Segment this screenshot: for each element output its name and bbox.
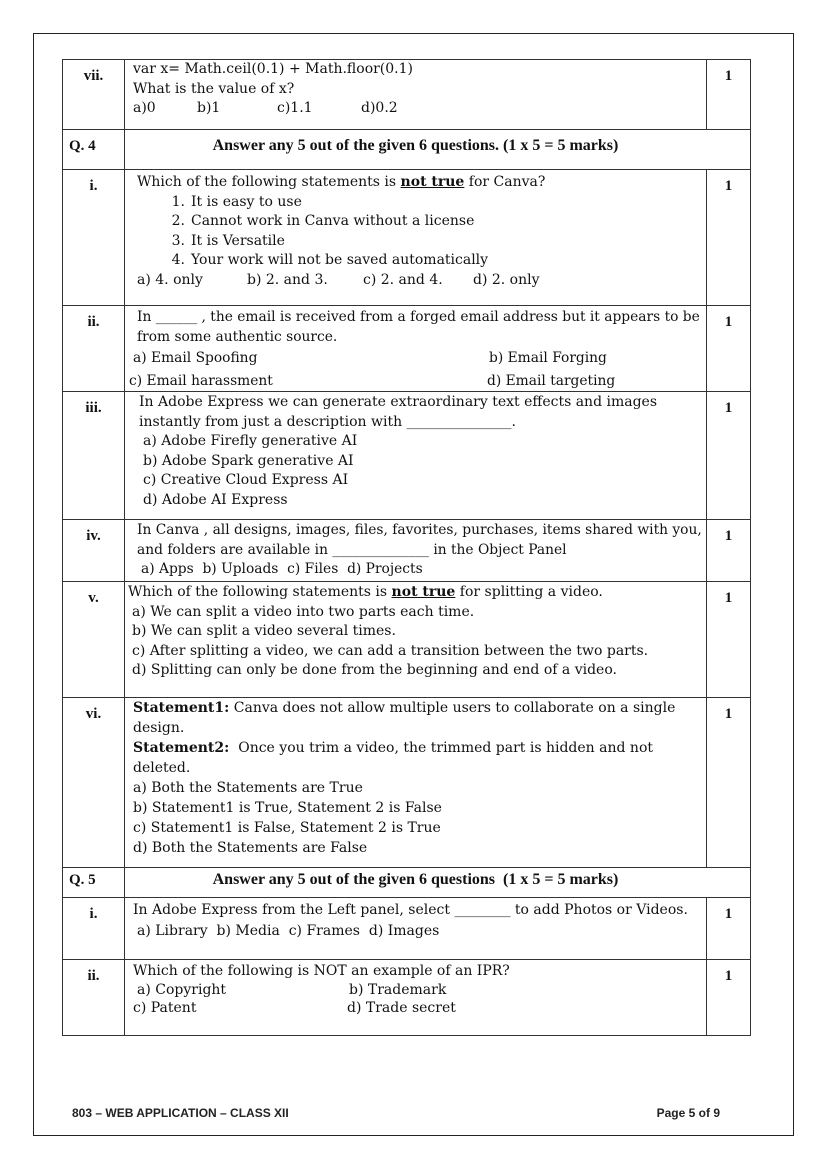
table-row: [63, 520, 751, 582]
statement-list: [137, 193, 703, 271]
option: a) We can split a video into two parts each time.: [132, 603, 475, 620]
option: b) Email Forging: [489, 350, 607, 366]
table-row: [63, 392, 751, 520]
list-item: 3. It is Versatile: [171, 232, 285, 249]
question-number: ii.: [63, 306, 125, 392]
statement-2-cont: deleted.: [133, 760, 191, 776]
options: [133, 999, 703, 1018]
table-row: [63, 582, 751, 698]
question-body: [125, 582, 707, 698]
option: a) Email Spoofing: [133, 350, 258, 366]
marks: 1: [707, 898, 751, 960]
table-row: [63, 60, 751, 130]
question-text: Which of the following is NOT an example of an IPR?: [133, 963, 510, 979]
question-table: [62, 59, 751, 1036]
question-text: In Adobe Express we can generate extraordinary text effects and images: [139, 394, 658, 410]
question-number: i.: [63, 898, 125, 960]
option: b)1: [197, 100, 221, 116]
table-row: [63, 960, 751, 1036]
option: c) Email harassment: [129, 372, 273, 389]
question-body: [125, 960, 707, 1036]
question-body: [125, 520, 707, 582]
options: [137, 271, 703, 291]
section-number: Q. 4: [63, 130, 125, 170]
question-number: iii.: [63, 392, 125, 520]
table-row: [63, 306, 751, 392]
question-text: In Canva , all designs, images, files, favorites, purchases, items shared with you,: [137, 522, 702, 538]
marks: 1: [707, 60, 751, 130]
question-number: iv.: [63, 520, 125, 582]
question-text: from some authentic source.: [137, 328, 338, 345]
option: b) We can split a video several times.: [132, 623, 396, 639]
statement-1: Statement1: Canva does not allow multiple users to collaborate on a single: [133, 700, 676, 716]
option: b) Trademark: [349, 981, 447, 998]
question-body: [125, 170, 707, 306]
question-body: [125, 898, 707, 960]
statement-2: Statement2: Once you trim a video, the trimmed part is hidden and not: [133, 740, 653, 756]
option: c) Statement1 is False, Statement 2 is True: [133, 820, 441, 836]
question-number: i.: [63, 170, 125, 306]
option: b) Adobe Spark generative AI: [143, 452, 354, 469]
question-text: Which of the following statements is not true for Canva?: [137, 174, 546, 190]
question-number: vii.: [63, 60, 125, 130]
option: a) Copyright: [137, 981, 227, 998]
option: d) Adobe AI Express: [143, 491, 288, 508]
option: d) Both the Statements are False: [133, 840, 368, 856]
option: c)1.1: [277, 100, 313, 116]
question-number: vi.: [63, 698, 125, 868]
list-item: 2. Cannot work in Canva without a license: [171, 213, 475, 229]
option: d) 2. only: [473, 271, 540, 288]
options: [133, 981, 703, 1000]
options: a) Library b) Media c) Frames d) Images: [137, 923, 440, 939]
question-text: What is the value of x?: [133, 80, 295, 97]
table-row: [63, 898, 751, 960]
marks: 1: [707, 306, 751, 392]
question-text: In Adobe Express from the Left panel, select ________ to add Photos or Videos.: [133, 902, 688, 918]
option: c) Creative Cloud Express AI: [143, 472, 349, 488]
section-title: Answer any 5 out of the given 6 questions (1 x 5 = 5 marks): [125, 868, 751, 898]
section-number: Q. 5: [63, 868, 125, 898]
question-text: and folders are available in ______________ in the Object Panel: [137, 541, 567, 558]
table-row: [63, 698, 751, 868]
marks: 1: [707, 960, 751, 1036]
marks: 1: [707, 698, 751, 868]
question-number: ii.: [63, 960, 125, 1036]
option: d) Splitting can only be done from the beginning and end of a video.: [132, 662, 617, 678]
question-text: var x= Math.ceil(0.1) + Math.floor(0.1): [133, 61, 413, 77]
option: a) 4. only: [137, 271, 203, 288]
list-item: 1. It is easy to use: [171, 193, 302, 210]
marks: 1: [707, 582, 751, 698]
marks: 1: [707, 170, 751, 306]
options: [133, 349, 703, 369]
table-row: [63, 170, 751, 306]
question-text: instantly from just a description with _______________.: [139, 413, 516, 430]
option: a) Adobe Firefly generative AI: [143, 433, 358, 449]
option: a)0: [133, 100, 156, 116]
marks: 1: [707, 520, 751, 582]
question-number: v.: [63, 582, 125, 698]
table-row: [63, 868, 751, 898]
options: [129, 372, 703, 392]
option: b) Statement1 is True, Statement 2 is False: [133, 800, 442, 816]
question-body: [125, 392, 707, 520]
option: c) After splitting a video, we can add a transition between the two parts.: [132, 642, 649, 659]
option: c) 2. and 4.: [363, 271, 443, 288]
option: b) 2. and 3.: [247, 271, 328, 288]
option: a) Both the Statements are True: [133, 780, 363, 796]
option: c) Patent: [133, 1000, 197, 1016]
statement-1-cont: design.: [133, 720, 185, 736]
section-title: Answer any 5 out of the given 6 questions. (1 x 5 = 5 marks): [125, 130, 751, 170]
question-body: [125, 60, 707, 130]
list-item: 4. Your work will not be saved automatically: [171, 252, 489, 268]
question-body: [125, 306, 707, 392]
option: d)0.2: [361, 100, 398, 116]
marks: 1: [707, 392, 751, 520]
question-text: Which of the following statements is not true for splitting a video.: [128, 584, 603, 600]
page-number: Page 5 of 9: [656, 1106, 720, 1120]
question-body: [125, 698, 707, 868]
question-text: In ______ , the email is received from a forged email address but it appears to be: [137, 309, 700, 325]
option: d) Email targeting: [487, 372, 616, 389]
options: a) Apps b) Uploads c) Files d) Projects: [141, 561, 423, 577]
table-row: [63, 130, 751, 170]
options: [133, 99, 703, 119]
option: d) Trade secret: [347, 1000, 456, 1016]
footer-title: 803 – WEB APPLICATION – CLASS XII: [72, 1106, 289, 1120]
